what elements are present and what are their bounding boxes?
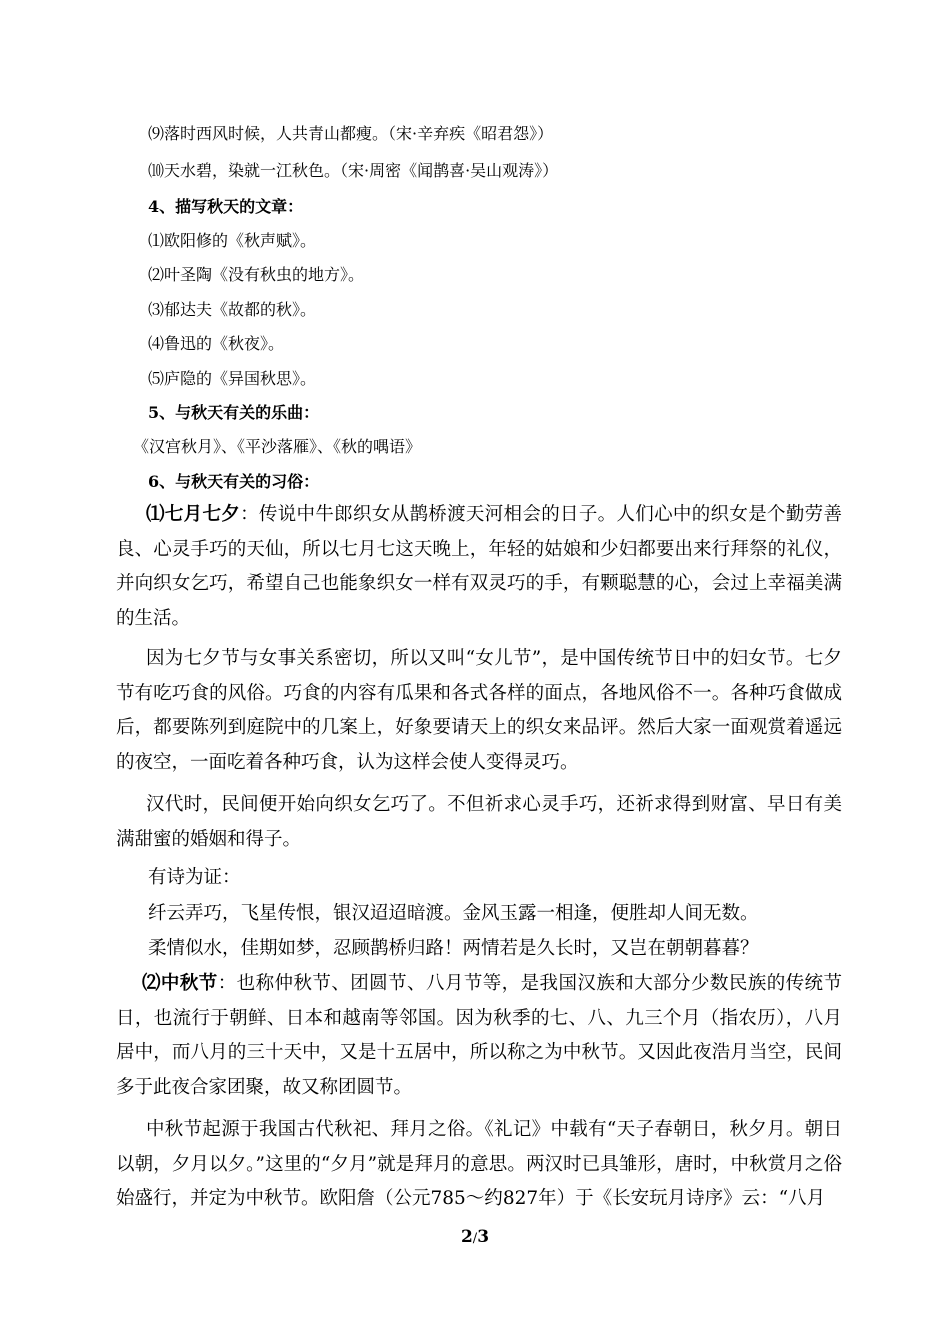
page-current: 2 [460,1227,473,1247]
page-separator: / [472,1231,478,1246]
section-5-heading: 5、与秋天有关的乐曲： [148,403,320,422]
midautumn-paragraph [116,967,842,1105]
qixi-paragraph-2: 因为七夕节与女事关系密切，所以又叫“女儿节”，是中国传统节日中的妇女节。七夕节有吃巧食的风俗。巧食的内容有瓜果和各式各样的面点，各地风俗不一。各种巧食做成后，都要陈列到庭院中的几案上，好象要请天上的织女来品评。然后大家一面观赏着遥远的夜空，一面吃着各种巧食，认为这样会使人变得灵巧。 [116,648,842,773]
qixi-paragraph-3: 汉代时，民间便开始向织女乞巧了。不但祈求心灵手巧，还祈求得到财富、早日有美满甜蜜的婚姻和得子。 [116,794,842,850]
poem-line-2: 柔情似水，佳期如梦，忍顾鹊桥归路！两情若是久长时，又岂在朝朝暮暮？ [148,938,759,959]
article-item-5: ⑸庐隐的《异国秋思》。 [148,369,317,388]
midautumn-paragraph-2: 中秋节起源于我国古代秋祀、拜月之俗。《礼记》中载有“天子春朝日，秋夕月。朝日以朝，夕月以夕。”这里的“夕月”就是拜月的意思。两汉时已具雏形，唐时，中秋赏月之俗始盛行，并定为中秋节。欧阳詹（公元785～约827年）于《长安玩月诗序》云：“八月 [116,1119,842,1210]
qixi-text: ：传说中牛郎织女从鹊桥渡天河相会的日子。人们心中的织女是个勤劳善良、心灵手巧的天仙，所以七月七这天晚上，年轻的姑娘和少妇都要出来行拜祭的礼仪，并向织女乞巧，希望自己也能象织女一样有双灵巧的手，有颗聪慧的心，会过上幸福美满的生活。 [116,504,842,629]
qixi-title: ⑴七月七夕 [146,504,241,525]
poem-line-1: 纤云弄巧，飞星传恨，银汉迢迢暗渡。金风玉露一相逢，便胜却人间无数。 [148,903,759,924]
music-list: 《汉宫秋月》、《平沙落雁》、《秋的喁语》 [133,437,422,456]
article-item-1: ⑴欧阳修的《秋声赋》。 [148,231,317,250]
poem-intro: 有诗为证： [148,867,241,888]
midautumn-title: ⑵中秋节 [142,973,218,994]
poem-line-10: ⑽天水碧，染就一江秋色。（宋·周密《闻鹊喜·吴山观涛》） [148,161,559,180]
article-item-3: ⑶郁达夫《故都的秋》。 [148,300,317,319]
section-6-heading: 6、与秋天有关的习俗： [148,472,320,491]
page-number [0,1227,950,1247]
poem-line-9: ⑼落时西风时候，人共青山都瘦。（宋·辛弃疾《昭君怨》） [148,124,554,143]
article-item-4: ⑷鲁迅的《秋夜》。 [148,334,285,353]
article-item-2: ⑵叶圣陶《没有秋虫的地方》。 [148,265,365,284]
page-total: 3 [477,1227,490,1247]
section-4-heading: 4、描写秋天的文章： [148,197,304,216]
midautumn-text: ：也称仲秋节、团圆节、八月节等，是我国汉族和大部分少数民族的传统节日，也流行于朝鲜、日本和越南等邻国。因为秋季的七、八、九三个月（指农历），八月居中，而八月的三十天中，又是十五居中，所以称之为中秋节。又因此夜浩月当空，民间多于此夜合家团聚，故又称团圆节。 [116,973,842,1098]
qixi-paragraph [116,498,842,636]
